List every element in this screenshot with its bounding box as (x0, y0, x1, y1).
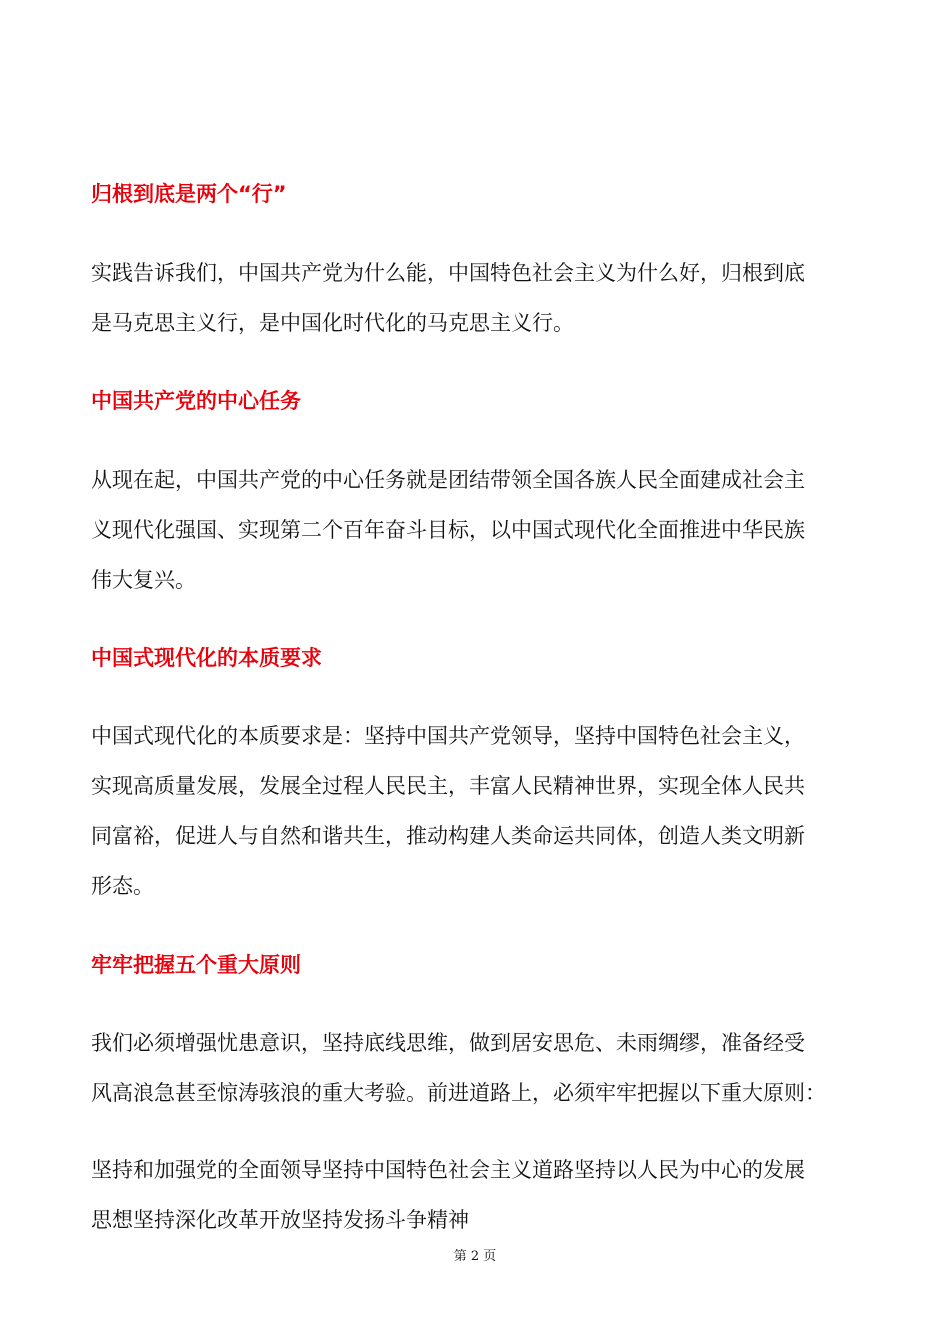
paragraph-line: 从现在起，中国共产党的中心任务就是团结带领全国各族人民全面建成社会主 (91, 468, 805, 492)
paragraph-line: 形态。 (91, 874, 154, 898)
paragraph-line: 是马克思主义行，是中国化时代化的马克思主义行。 (91, 311, 574, 335)
section-heading: 中国式现代化的本质要求 (91, 646, 322, 670)
section-heading: 牢牢把握五个重大原则 (91, 953, 301, 977)
section-paragraph (91, 1018, 861, 1118)
footer-prefix: 第 (453, 1249, 467, 1264)
paragraph-line: 我们必须增强忧患意识，坚持底线思维，做到居安思危、未雨绸缪，准备经受 (91, 1031, 805, 1055)
section-heading: 中国共产党的中心任务 (91, 389, 301, 413)
paragraph-line: 实践告诉我们，中国共产党为什么能，中国特色社会主义为什么好，归根到底 (91, 261, 805, 285)
footer-suffix: 页 (483, 1249, 497, 1264)
page-number: 2 (470, 1249, 480, 1264)
section-paragraph (91, 248, 861, 348)
principles-paragraph (91, 1145, 861, 1245)
section-heading: 归根到底是两个“行” (91, 182, 287, 206)
paragraph-line: 坚持和加强党的全面领导坚持中国特色社会主义道路坚持以人民为中心的发展 (91, 1158, 805, 1182)
paragraph-line: 实现高质量发展，发展全过程人民民主，丰富人民精神世界，实现全体人民共 (91, 774, 805, 798)
section-paragraph (91, 711, 861, 911)
page-footer (0, 1245, 950, 1264)
paragraph-line: 风高浪急甚至惊涛骇浪的重大考验。前进道路上，必须牢牢把握以下重大原则： (91, 1081, 826, 1105)
paragraph-line: 中国式现代化的本质要求是：坚持中国共产党领导，坚持中国特色社会主义， (91, 724, 805, 748)
paragraph-line: 伟大复兴。 (91, 568, 196, 592)
paragraph-line: 思想坚持深化改革开放坚持发扬斗争精神 (91, 1208, 469, 1232)
paragraph-line: 义现代化强国、实现第二个百年奋斗目标，以中国式现代化全面推进中华民族 (91, 518, 805, 542)
paragraph-line: 同富裕，促进人与自然和谐共生，推动构建人类命运共同体，创造人类文明新 (91, 824, 805, 848)
section-paragraph (91, 455, 861, 605)
